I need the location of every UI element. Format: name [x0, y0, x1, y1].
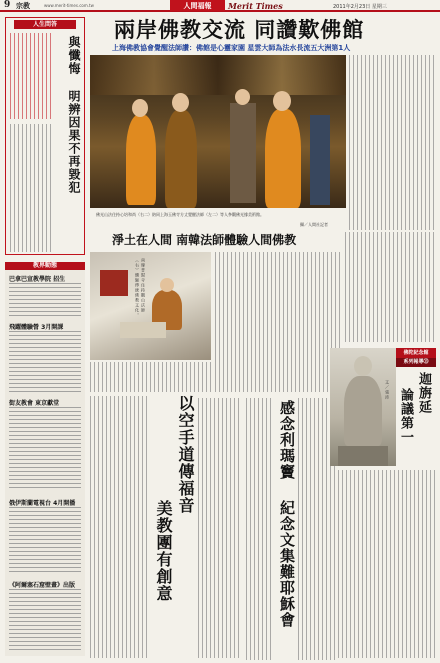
brief-text: [9, 283, 81, 317]
series-label-2: 系列報導⑬: [396, 358, 436, 367]
photo-credit: 攝／人間社記者: [300, 222, 328, 227]
site-url: www.merit-times.com.tw: [44, 3, 94, 8]
main-subhead: 上海佛教協會覺醒法師讚：佛館是心靈家園 星雲大師為法水長流五大洲第1人: [112, 44, 351, 52]
newspaper-logo: 人間福報: [170, 0, 225, 11]
news-briefs-box: [5, 262, 85, 656]
series-label-1: 佛陀紀念館: [396, 348, 436, 358]
brief-text: [9, 507, 81, 575]
series-vertical-head-2: 論議第一: [398, 388, 413, 444]
brief-text: [9, 407, 81, 491]
brief-text: [9, 331, 81, 393]
series-article-text: [338, 470, 436, 658]
person-figure: [265, 109, 301, 208]
qa-vertical-head-1: 與懺悔: [67, 36, 81, 75]
qa-vertical-head-2: 明辨因果不再毀犯: [67, 90, 81, 194]
article2-text: [215, 252, 343, 392]
person-figure: [165, 110, 197, 208]
article2-text-cont: [90, 362, 211, 392]
brief-text: [9, 589, 81, 651]
brief-heading: 飛躍體驗營 3月開課: [9, 324, 64, 331]
article4-headline-1: 感念利瑪竇: [278, 400, 296, 480]
article4-headline-2: 紀念文集難耶穌會: [278, 500, 296, 628]
article2-caption: 南韓普賢寺住持觀山法師（右）體驗傳統佛教文化。: [135, 258, 146, 318]
qa-body-text: [10, 124, 54, 252]
newspaper-logo-en: Merit Times: [228, 1, 283, 11]
series-vertical-head-1: 迦旃延: [416, 372, 431, 414]
brief-heading: 《阿爾塞石窟壁畫》出版: [9, 582, 76, 589]
article2-photo: [90, 252, 211, 360]
main-photo: [90, 55, 346, 208]
article4-text-left: [246, 398, 274, 660]
article3-text: [90, 396, 148, 658]
brief-heading: 巴拿巴宣教學院 招生: [9, 276, 66, 283]
article3-headline-1: 以空手道傳福音: [176, 395, 195, 514]
news-briefs-title: 教界動態: [5, 262, 85, 270]
issue-date: 2011年2月23日 星期三: [333, 4, 387, 10]
main-headline: 兩岸佛教交流 同讚歎佛館: [114, 17, 365, 42]
main-article-text-cont: [345, 232, 437, 342]
qa-column-title: 人生問答: [14, 20, 76, 29]
page-number: 9: [4, 0, 11, 10]
series-byline: 文／張沛: [385, 380, 390, 400]
person-figure: [126, 115, 156, 205]
main-photo-caption: 佛光山法住持心培和尚（右二）陪同上海玉佛寺方丈覺醒法師（左二）等人參觀佛光緣美術館。: [96, 212, 264, 217]
qa-column-box: [5, 17, 85, 255]
brief-heading: 俄伊斯蘭電視台 4月開播: [9, 500, 76, 507]
qa-text-block: [10, 33, 54, 119]
main-article-text: [349, 55, 435, 230]
section-name: 宗教: [16, 2, 30, 10]
article3-text-right: [198, 398, 242, 658]
brief-heading: 街友教會 東京獻堂: [9, 400, 60, 407]
article2-headline: 淨土在人間 南韓法師體驗人間佛教: [112, 233, 297, 247]
article3-headline-2: 美教團有創意: [154, 500, 173, 602]
